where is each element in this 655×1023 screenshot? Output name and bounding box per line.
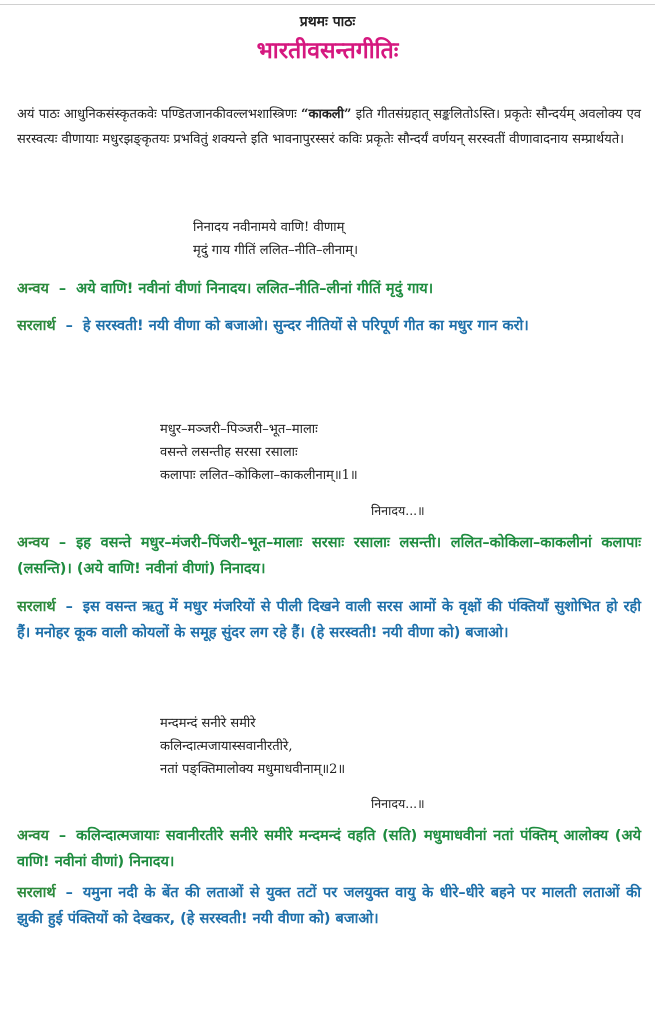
verse-3-line-2: कलिन्दात्मजायास्सवानीरतीरे,: [160, 739, 293, 754]
saralartha-3: [17, 880, 641, 932]
verse-3: [160, 712, 345, 781]
anvaya-label: अन्वय: [17, 535, 49, 551]
intro-text-part1: अयं पाठः आधुनिकसंस्कृतकवेः पण्डितजानकीवल्लभशास्त्रिणः: [17, 107, 301, 122]
lesson-number: प्रथमः पाठः: [299, 14, 356, 30]
page-title: भारतीवसन्तगीतिः: [256, 38, 399, 64]
saralartha-3-text: यमुना नदी के बेंत की लताओं से युक्त तटों पर जलयुक्त वायु के धीरे–धीरे बहने पर मालती लताओं की झुकी हुई पंक्तियों को देखकर, (हे सरस्वती! नयी वीणा को) बजाओ।: [17, 885, 641, 927]
saralartha-label: सरलार्थ: [17, 885, 56, 901]
anvaya-2-text: इह वसन्ते मधुर–मंजरी–पिंजरी–भूत–मालाः सरसाः रसालाः लसन्ती। ललित–कोकिला–काकलीनां कलापाः (लसन्ति)। (अये वाणि! नवीनां वीणां) निनादय।: [17, 535, 641, 577]
anvaya-label: अन्वय: [17, 281, 49, 297]
verse-2-refrain: निनादय...॥: [371, 503, 425, 518]
dash: –: [58, 281, 67, 297]
anvaya-label: अन्वय: [17, 828, 49, 844]
verse-2-line-2: वसन्ते लसन्तीह सरसा रसालाः: [160, 445, 298, 460]
intro-text-part2: इति गीतसंग्रहात् सङ्कलितोऽस्ति। प्रकृतेः सौन्दर्यम् अवलोक्य एव सरस्वत्यः वीणायाः मधुरझङ्कृतयः प्रभवितुं शक्यन्ते इति भावनापुरस्सरं कविः प्रकृतेः सौन्दर्यं वर्णयन् सरस्वतीं वीणावादनाय सम्प्रार्थयते।: [17, 107, 641, 147]
anvaya-2: [17, 530, 641, 582]
anvaya-3-text: कलिन्दात्मजायाः सवानीरतीरे सनीरे समीरे मन्दमन्दं वहति (सति) मधुमाधवीनां नतां पंक्तिम् आलोक्य (अये वाणि! नवीनां वीणां) निनादय।: [17, 828, 641, 870]
saralartha-label: सरलार्थ: [17, 599, 56, 615]
verse-1-line-1: निनादय नवीनामये वाणि! वीणाम्: [193, 220, 345, 235]
dash: –: [65, 318, 73, 334]
dash: –: [65, 599, 73, 615]
verse-1-line-2: मृदुं गाय गीतिं ललित–नीति–लीनाम्।: [193, 243, 358, 258]
anvaya-1: [17, 276, 641, 302]
saralartha-1: [17, 313, 641, 339]
top-divider: [0, 4, 655, 5]
verse-2: [160, 418, 358, 487]
saralartha-2-text: इस वसन्त ऋतु में मधुर मंजरियों से पीली दिखने वाली सरस आमों के वृक्षों की पंक्तियाँ सुशोभित हो रही हैं। मनोहर कूक वाली कोयलों के समूह सुंदर लग रहे हैं। (हे सरस्वती! नयी वीणा को) बजाओ।: [17, 599, 641, 641]
anvaya-3: [17, 823, 641, 875]
intro-paragraph: [17, 102, 641, 152]
dash: –: [58, 535, 67, 551]
saralartha-1-text: हे सरस्वती! नयी वीणा को बजाओ। सुन्दर नीतियों से परिपूर्ण गीत का मधुर गान करो।: [82, 318, 529, 334]
dash: –: [58, 828, 67, 844]
verse-3-line-1: मन्दमन्दं सनीरे समीरे: [160, 716, 256, 731]
verse-1: [193, 216, 358, 262]
verse-3-line-3: नतां पङ्क्तिमालोक्य मधुमाधवीनाम्॥2॥: [160, 762, 346, 777]
intro-book-name: “काकली”: [300, 107, 352, 122]
saralartha-label: सरलार्थ: [17, 318, 56, 334]
dash: –: [65, 885, 73, 901]
verse-2-line-3: कलापाः ललित–कोकिला–काकलीनाम्॥1॥: [160, 468, 358, 483]
saralartha-2: [17, 594, 641, 646]
verse-3-refrain: निनादय...॥: [371, 796, 425, 811]
anvaya-1-text: अये वाणि! नवीनां वीणां निनादय। ललित–नीति–लीनां गीतिं मृदुं गाय।: [76, 281, 434, 297]
verse-2-line-1: मधुर–मञ्जरी–पिञ्जरी–भूत–मालाः: [160, 422, 318, 437]
